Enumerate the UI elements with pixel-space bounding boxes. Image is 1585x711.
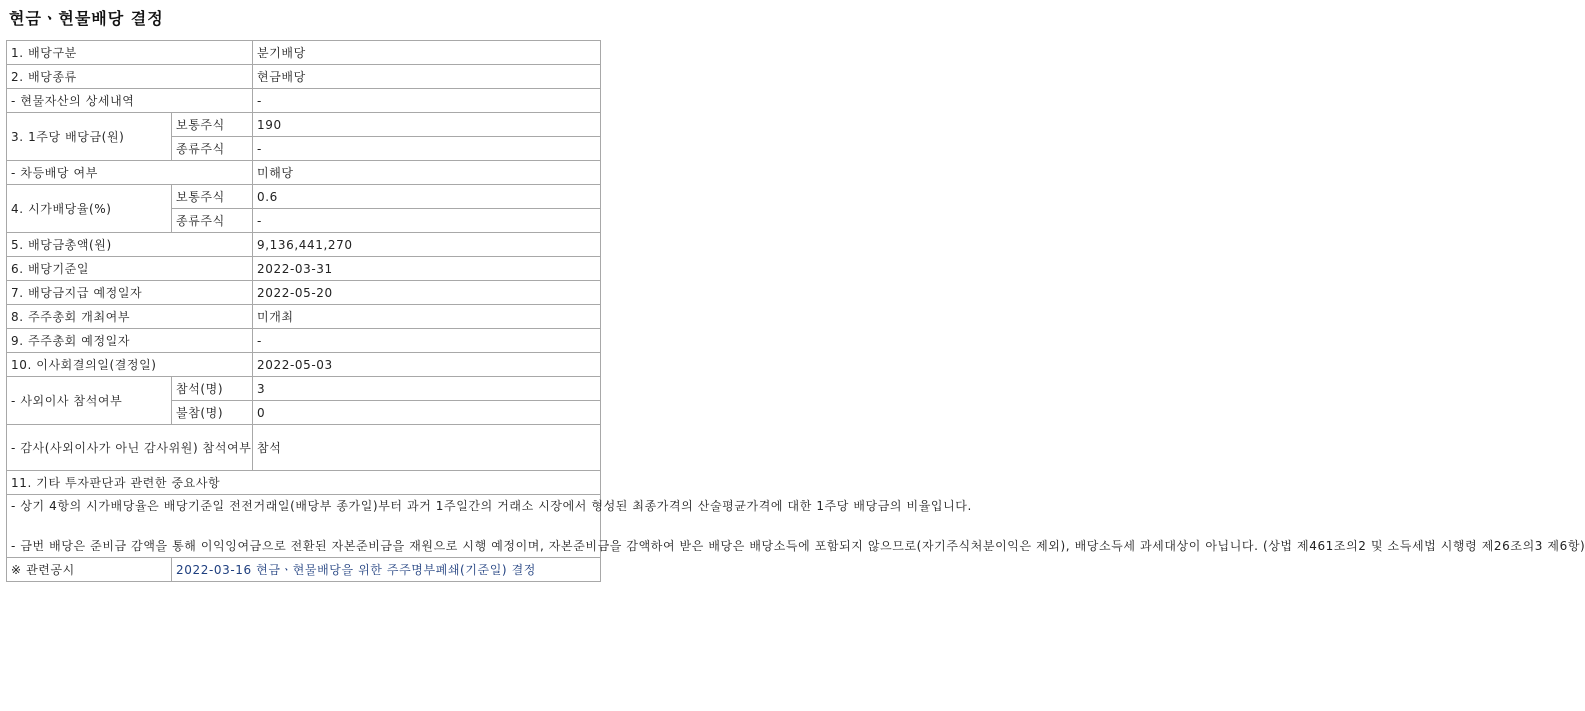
row-label: 3. 1주당 배당금(원) — [7, 113, 172, 161]
row-label: 2. 배당종류 — [7, 65, 253, 89]
related-cell — [172, 558, 601, 582]
row-value: - — [253, 89, 601, 113]
row-value: 0.6 — [253, 185, 601, 209]
sub-label: 보통주식 — [172, 185, 253, 209]
row-label: 1. 배당구분 — [7, 41, 253, 65]
row-value: 9,136,441,270 — [253, 233, 601, 257]
sub-label: 종류주식 — [172, 209, 253, 233]
table-row — [7, 425, 601, 471]
row-value: 0 — [253, 401, 601, 425]
table-row — [7, 305, 601, 329]
row-value: 미개최 — [253, 305, 601, 329]
row-label: - 차등배당 여부 — [7, 161, 253, 185]
row-label: - 현물자산의 상세내역 — [7, 89, 253, 113]
sub-label: 보통주식 — [172, 113, 253, 137]
sub-label: 불참(명) — [172, 401, 253, 425]
row-label: 10. 이사회결의일(결정일) — [7, 353, 253, 377]
table-row — [7, 353, 601, 377]
row-value: 참석 — [253, 425, 601, 471]
table-row — [7, 65, 601, 89]
row-value: 2022-05-20 — [253, 281, 601, 305]
table-row — [7, 113, 601, 137]
sub-label: 종류주식 — [172, 137, 253, 161]
table-row — [7, 471, 601, 495]
row-value: 3 — [253, 377, 601, 401]
table-row — [7, 233, 601, 257]
table-row — [7, 41, 601, 65]
page-title: 현금ㆍ현물배당 결정 — [9, 9, 164, 28]
row-value: 190 — [253, 113, 601, 137]
dividend-table — [6, 40, 1585, 582]
related-disclosure-link[interactable]: 2022-03-16 현금ㆍ현물배당을 위한 주주명부폐쇄(기준일) 결정 — [176, 562, 536, 577]
row-value: - — [253, 329, 601, 353]
table-row — [7, 257, 601, 281]
row-label: 9. 주주총회 예정일자 — [7, 329, 253, 353]
sub-label: 참석(명) — [172, 377, 253, 401]
table-row — [7, 377, 601, 401]
table-row — [7, 161, 601, 185]
table-row — [7, 558, 601, 582]
row-label: 8. 주주총회 개최여부 — [7, 305, 253, 329]
row-value: 2022-03-31 — [253, 257, 601, 281]
row-label: - 사외이사 참석여부 — [7, 377, 172, 425]
row-value: 2022-05-03 — [253, 353, 601, 377]
note-paragraph: - 상기 4항의 시가배당율은 배당기준일 전전거래일(배당부 종가일)부터 과거 1주일간의 거래소 시장에서 형성된 최종가격의 산술평균가격에 대한 1주당 배당금의 비율입니다. — [11, 499, 972, 513]
table-row — [7, 89, 601, 113]
row-label: 6. 배당기준일 — [7, 257, 253, 281]
row-value: 미해당 — [253, 161, 601, 185]
row-value: 현금배당 — [253, 65, 601, 89]
related-label: ※ 관련공시 — [7, 558, 172, 582]
row-label: 7. 배당금지급 예정일자 — [7, 281, 253, 305]
table-row — [7, 281, 601, 305]
row-value: - — [253, 209, 601, 233]
row-label: - 감사(사외이사가 아닌 감사위원) 참석여부 — [7, 425, 253, 471]
table-row — [7, 495, 601, 558]
row-value: 분기배당 — [253, 41, 601, 65]
row-label: 11. 기타 투자판단과 관련한 중요사항 — [7, 471, 601, 495]
table-row — [7, 185, 601, 209]
row-label: 5. 배당금총액(원) — [7, 233, 253, 257]
notes-cell — [7, 495, 1585, 558]
note-paragraph: - 금번 배당은 준비금 감액을 통해 이익잉여금으로 전환된 자본준비금을 재원으로 시행 예정이며, 자본준비금을 감액하여 받은 배당은 배당소득에 포함되지 않으므로(자기주식처분이익은 제외), 배당소득세 과세대상이 아닙니다. (상법 제461조의2 및 소득세법 시행령 제26조의3 제6항) — [11, 539, 1585, 553]
row-value: - — [253, 137, 601, 161]
row-label: 4. 시가배당율(%) — [7, 185, 172, 233]
table-row — [7, 329, 601, 353]
